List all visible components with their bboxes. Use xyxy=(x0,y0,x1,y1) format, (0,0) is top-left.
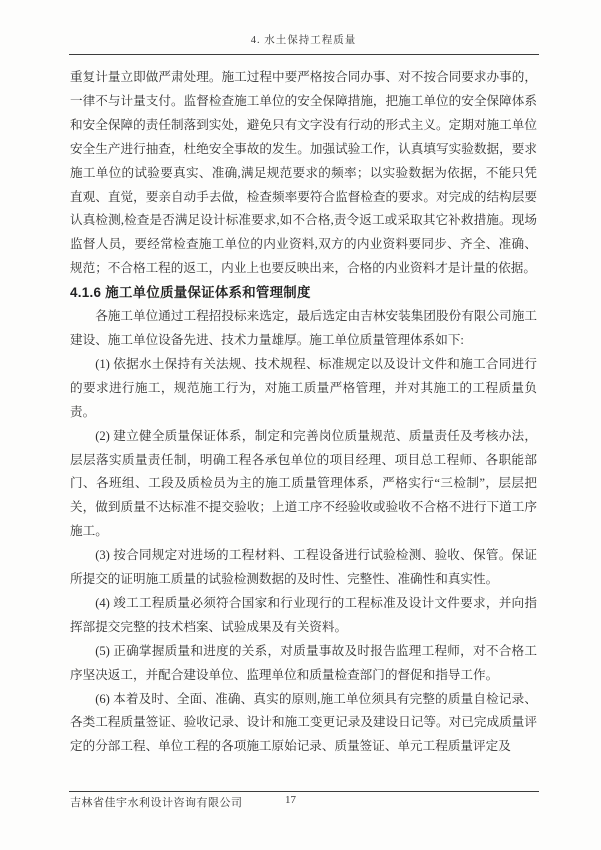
document-body xyxy=(70,66,537,759)
footer-company: 吉林省佳宇水利设计咨询有限公司 xyxy=(70,797,243,809)
footer-rule xyxy=(69,791,539,792)
section-heading: 4.1.6 施工单位质量保证体系和管理制度 xyxy=(70,285,311,301)
header-rule xyxy=(69,54,539,55)
footer-page-number: 17 xyxy=(285,794,296,806)
numbered-item-1: (1) 依据水土保持有关法规、技术规程、标准规定以及设计文件和施工合同进行的要求进行施工，规范施工行为，对施工质量严格管理，并对其施工的工程质量负责。 xyxy=(70,356,537,419)
section-intro-paragraph: 各施工单位通过工程招投标来选定，最后选定由吉林安装集团股份有限公司施工建设、施工单位设备先进、技术力量雄厚。施工单位质量管理体系如下: xyxy=(70,309,537,347)
numbered-item-2: (2) 建立健全质量保证体系，制定和完善岗位质量规范、质量责任及考核办法，层层落实质量责任制，明确工程各承包单位的项目经理、项目总工程师、各职能部门、各班组、工段及质检员为主的施工质量管理体系，严格实行“三检制”，层层把关，做到质量不达标准不提交验收；上道工序不经验收或验收不合格不进行下道工序施工。 xyxy=(70,428,537,539)
numbered-item-3: (3) 按合同规定对进场的工程材料、工程设备进行试验检测、验收、保管。保证所提交的证明施工质量的试验检测数据的及时性、完整性、准确性和真实性。 xyxy=(70,548,537,587)
continued-paragraph: 重复计量立即做严肃处理。施工过程中要严格按合同办事、对不按合同要求办事的，一律不与计量支付。监督检查施工单位的安全保障措施，把施工单位的安全保障体系和安全保障的责任制落到实处，避免只有文字没有行动的形式主义。定期对施工单位安全生产进行抽查，杜绝安全事故的发生。加强试验工作，认真填写实验数据，要求施工单位的试验要真实、准确,满足规范要求的频率；以实验数据为依据，不能只凭直观、直觉，要亲自动手去做，检查频率要符合监督检查的要求。对完成的结构层要认真检测,检查是否满足设计标准要求,如不合格,责令返工或采取其它补救措施。现场监督人员，要经常检查施工单位的内业资料,双方的内业资料要同步、齐全、准确、规范；不合格工程的返工，内业上也要反映出来，合格的内业资料才是计量的依据。 xyxy=(70,70,537,276)
page-header-title: 4. 水土保持工程质量 xyxy=(250,35,357,46)
page-footer xyxy=(70,794,537,812)
numbered-item-6: (6) 本着及时、全面、准确、真实的原则,施工单位须具有完整的质量自检记录、各类工程质量签证、验收记录、设计和施工变更记录及建设日记等。对已完成质量评定的分部工程、单位工程的各项施工原始记录、质量签证、单元工程质量评定及 xyxy=(70,691,537,754)
numbered-item-5: (5) 正确掌握质量和进度的关系，对质量事故及时报告监理工程师，对不合格工序坚决返工，并配合建设单位、监理单位和质量检查部门的督促和指导工作。 xyxy=(70,643,537,682)
numbered-item-4: (4) 竣工工程质量必须符合国家和行业现行的工程标准及设计文件要求，并向指挥部提交完整的技术档案、试验成果及有关资料。 xyxy=(70,595,537,634)
